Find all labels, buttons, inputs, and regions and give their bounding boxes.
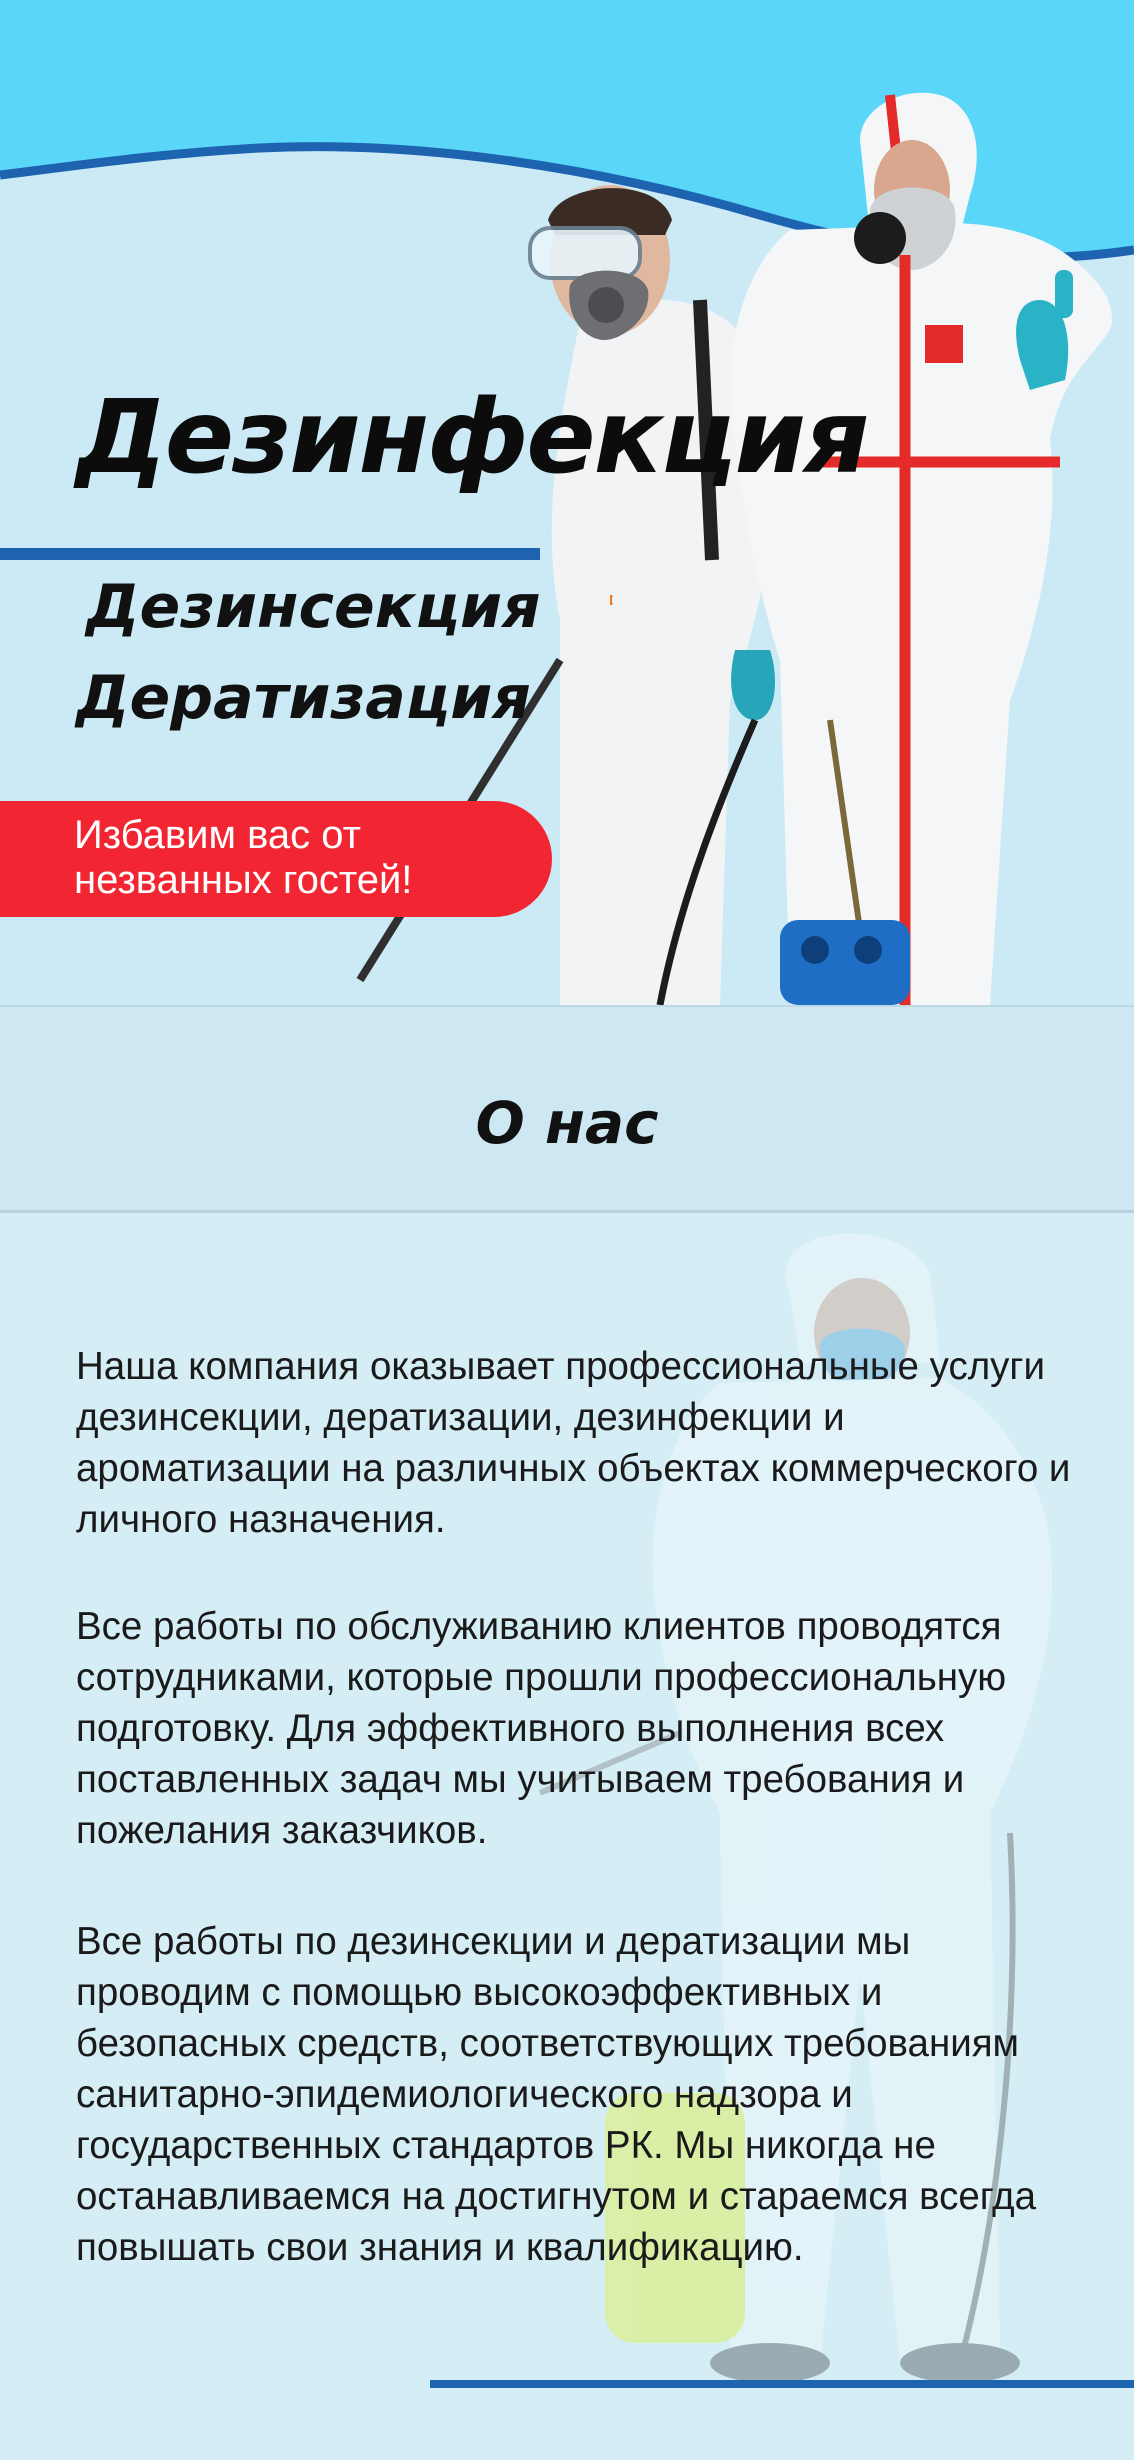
page-title: Дезинфекция	[76, 378, 868, 497]
about-heading: О нас	[475, 1089, 659, 1157]
about-paragraph: Наша компания оказывает профессиональные услуги дезинсекции, дератизации, дезинфекции и ароматизации на различных объектах коммерческого и личного назначения.	[76, 1345, 1071, 1541]
tagline-badge	[0, 801, 552, 917]
subtitle-deratization: Дератизация	[76, 663, 531, 733]
bottom-divider	[430, 2380, 1134, 2388]
title-divider	[0, 548, 540, 560]
about-paragraph: Все работы по обслуживанию клиентов проводятся сотрудниками, которые прошли профессиональную подготовку. Для эффективного выполнения всех поставленных задач мы учитываем требования и пожелания заказчиков.	[76, 1605, 1007, 1852]
about-heading-band	[0, 1005, 1134, 1213]
about-paragraph: Все работы по дезинсекции и дератизации мы проводим с помощью высокоэффективных и безопасных средств, соответствующих требованиям санитарно-эпидемиологического надзора и государственных стандартов РК. Мы никогда не останавливаемся на достигнутом и стараемся всегда повышать свои знания и квалификацию.	[76, 1920, 1036, 2269]
tagline-text: Избавим вас от незванных гостей!	[74, 813, 413, 902]
hero-banner	[0, 0, 1134, 1005]
subtitle-disinsection: Дезинсекция	[86, 572, 541, 642]
about-section	[0, 1213, 1134, 2460]
